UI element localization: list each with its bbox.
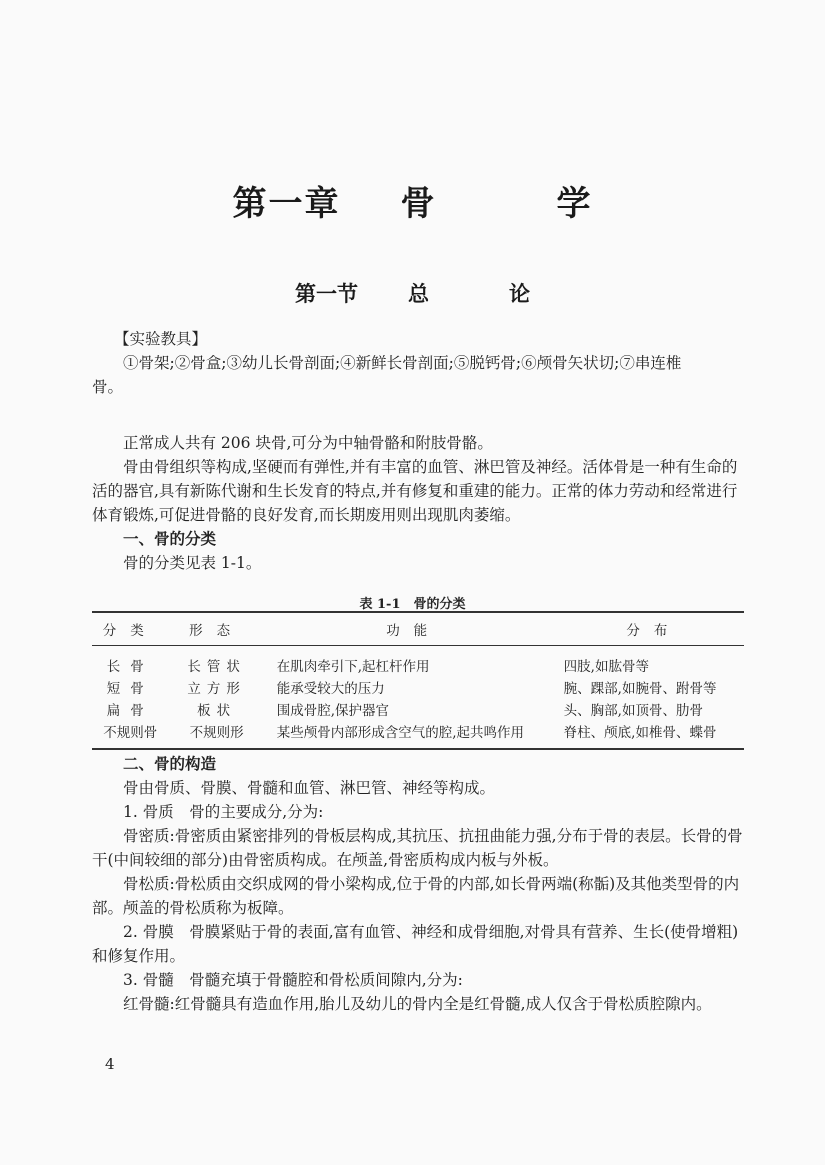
section2-intro: 骨由骨质、骨膜、骨髓和血管、淋巴管、神经等构成。 [123, 779, 496, 797]
table-cell: 长管状 [187, 659, 246, 675]
section1-heading: 一、骨的分类 [123, 529, 217, 548]
table-cell: 不规则形 [168, 720, 264, 749]
table-cell: 脊柱、颅底,如椎骨、蝶骨 [564, 720, 744, 749]
table-cell: 不规则骨 [92, 720, 168, 749]
table-cell: 某些颅骨内部形成含空气的腔,起共鸣作用 [265, 720, 564, 749]
table-row [92, 646, 744, 677]
table-row [92, 720, 744, 749]
table-cell: 长骨 [106, 659, 154, 675]
table-header-cell: 功能 [265, 612, 564, 646]
intro-block [92, 431, 752, 575]
equipment-block [92, 327, 752, 399]
table-cell: 在肌肉牵引下,起杠杆作用 [276, 659, 430, 675]
spongy-bone-paragraph: 骨松质:骨松质由交织成网的骨小梁构成,位于骨的内部,如长骨两端(称骺)及其他类型骨的内部。颅盖的骨松质称为板障。 [92, 875, 740, 917]
section-title-word1: 总 [408, 281, 429, 306]
section-title-number: 第一节 [295, 281, 358, 306]
bone-classification-table [92, 611, 744, 750]
intro-paragraph-2: 骨由骨组织等构成,坚硬而有弹性,并有丰富的血管、淋巴管及神经。活体骨是一种有生命的活的器官,具有新陈代谢和生长发育的特点,并有修复和重建的能力。正常的体力劳动和经常进行体育锻炼,可促进骨骼的良好发育,而长期废用则出现肌肉萎缩。 [92, 458, 738, 524]
chapter-title-word1: 骨 [400, 184, 437, 224]
table-cell: 能承受较大的压力 [276, 681, 385, 697]
structure-block [92, 752, 752, 1016]
section-title-word2: 论 [509, 281, 530, 306]
equipment-heading: 【实验教具】 [114, 330, 208, 348]
table-cell: 四肢,如肱骨等 [563, 659, 649, 675]
table-row [92, 698, 744, 720]
red-marrow-paragraph: 红骨髓:红骨髓具有造血作用,胎儿及幼儿的骨内全是红骨髓,成人仅含于骨松质腔隙内。 [123, 995, 712, 1013]
compact-bone-paragraph: 骨密质:骨密质由紧密排列的骨板层构成,其抗压、抗扭曲能力强,分布于骨的表层。长骨的骨干(中间较细的部分)由骨密质构成。在颅盖,骨密质构成内板与外板。 [92, 827, 743, 869]
table-header-row [92, 612, 744, 646]
table-cell: 短骨 [106, 681, 154, 697]
section2-item1: 1. 骨质 骨的主要成分,分为: [123, 803, 324, 821]
page-number: 4 [105, 1055, 115, 1073]
chapter-title [0, 176, 825, 225]
table-header-cell: 形态 [168, 612, 264, 646]
table-cell: 围成骨腔,保护器官 [276, 703, 389, 719]
section2-item3: 3. 骨髓 骨髓充填于骨髓腔和骨松质间隙内,分为: [123, 971, 463, 989]
table-cell: 头、胸部,如顶骨、肋骨 [563, 703, 703, 719]
section-title [0, 278, 825, 308]
table-row [92, 676, 744, 698]
table-cell: 板状 [197, 703, 237, 719]
chapter-title-number: 第一章 [232, 184, 341, 224]
section2-heading: 二、骨的构造 [123, 754, 217, 773]
section2-item2: 2. 骨膜 骨膜紧贴于骨的表面,富有血管、神经和成骨细胞,对骨具有营养、生长(使骨增粗)和修复作用。 [92, 923, 739, 965]
table-caption: 表 1-1 骨的分类 [359, 597, 466, 612]
table-header-cell: 分布 [564, 612, 744, 646]
table-cell: 立方形 [187, 681, 246, 697]
intro-paragraph-1: 正常成人共有 206 块骨,可分为中轴骨骼和附肢骨骼。 [123, 434, 493, 452]
table-header-cell: 分类 [92, 612, 168, 646]
equipment-line2: 骨。 [92, 378, 124, 396]
equipment-line1: ①骨架;②骨盒;③幼儿长骨剖面;④新鲜长骨剖面;⑤脱钙骨;⑥颅骨矢状切;⑦串连椎 [123, 354, 682, 372]
section1-text: 骨的分类见表 1-1。 [123, 554, 262, 572]
chapter-title-word2: 学 [556, 184, 593, 224]
table-cell: 腕、踝部,如腕骨、跗骨等 [563, 681, 717, 697]
table-cell: 扁骨 [106, 703, 154, 719]
